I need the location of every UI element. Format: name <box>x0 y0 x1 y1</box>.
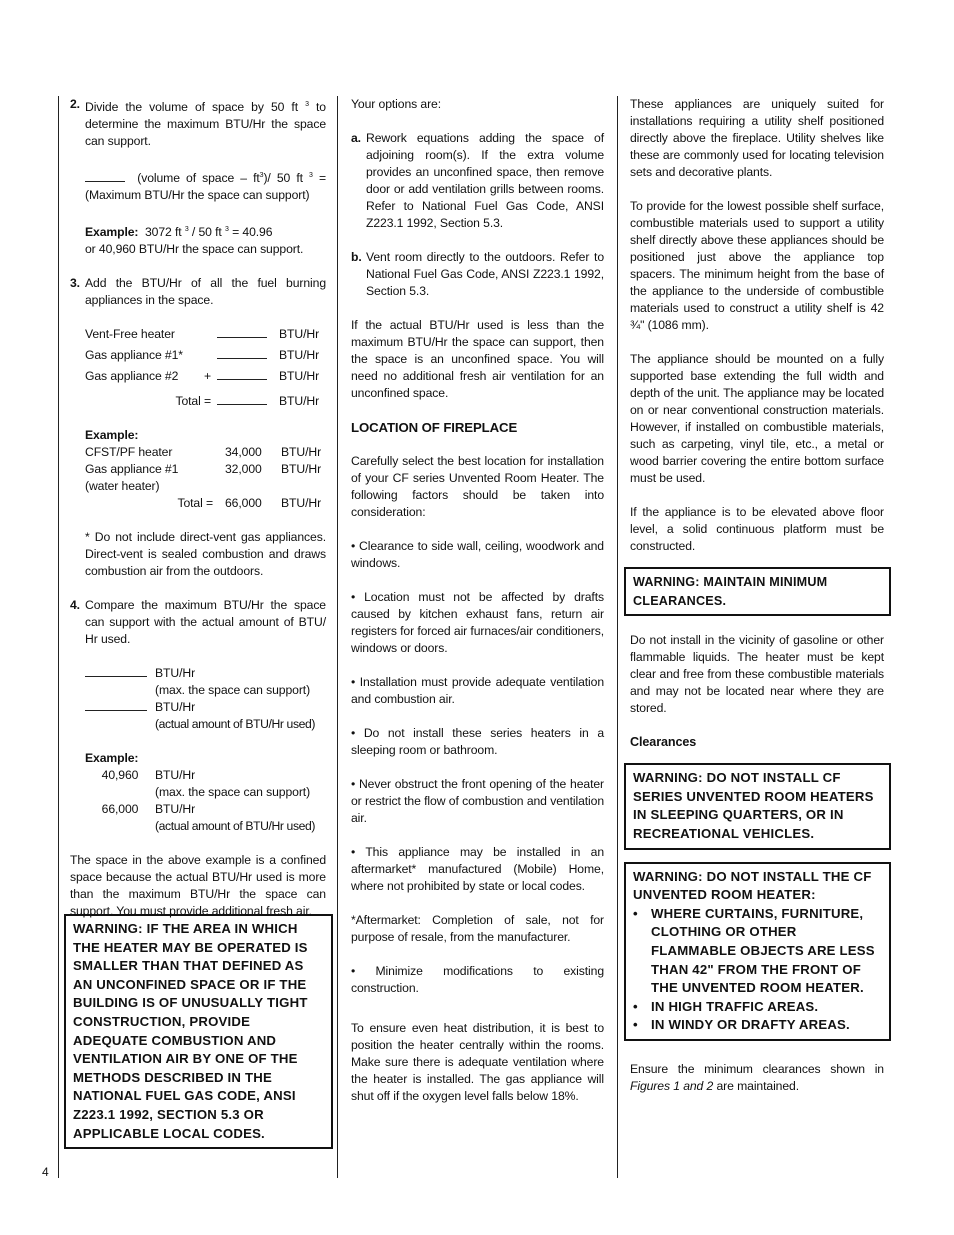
step-number: 4. <box>70 598 80 613</box>
table-row <box>85 801 315 818</box>
step-3 <box>70 275 326 309</box>
table-row <box>85 767 315 784</box>
clearances-heading: Clearances <box>630 735 697 750</box>
option-label: b. <box>351 250 362 264</box>
row-unit <box>281 478 321 495</box>
row-value: 40,960 <box>101 768 139 783</box>
row-value: 32,000 <box>225 462 262 477</box>
table-row <box>85 347 319 368</box>
heat-distribution-paragraph: To ensure even heat distribution, it is best to position the heater centrally within the rooms. Make sure there is adequate ventilation where the heater is installed. The gas appliance will shut off if the oxygen level falls below 18%. <box>351 1021 604 1103</box>
fill-in-blank <box>217 348 267 359</box>
column-2 <box>351 96 604 1122</box>
row-note: (max. the space can support) <box>155 785 311 800</box>
column-rule-middle <box>337 96 338 1178</box>
superscript: 3 <box>184 226 189 234</box>
superscript: 3 <box>225 226 229 234</box>
mounting-paragraph: The appliance should be mounted on a fully supported base extending the full width and depth of the unit. The appliance may be located on or near conventional construction materials. However, if installed on combustible materials, such as carpeting, vinyl tile, etc., a metal or wood barrier covering the entire bottom surface must be used. <box>630 352 884 485</box>
total-label: Total = <box>175 394 211 409</box>
aftermarket-footnote: *Aftermarket: Completion of sale, not for purpose of resale, from the manufacturer. <box>351 913 604 944</box>
warning-do-not-install <box>624 862 891 1041</box>
table-row <box>85 818 315 835</box>
column-rule-right <box>617 96 618 1178</box>
row-sign: + <box>203 369 211 384</box>
list-item <box>633 905 882 998</box>
flammable-liquids-paragraph: Do not install in the vicinity of gasoline or other flammable liquids. The heater must be kept clear and free from these combustible materials and may not be located near where they are stored. <box>630 633 884 716</box>
page-number: 4 <box>42 1165 49 1179</box>
row-unit: BTU/Hr <box>281 462 322 477</box>
option-text: Vent room directly to the outdoors. Refer to National Fuel Gas Code, ANSI Z223.1 1992, Section 5.3. <box>366 250 604 298</box>
location-heading: LOCATION OF FIREPLACE <box>351 420 518 435</box>
paragraph-text: are maintained. <box>713 1078 799 1093</box>
bullet-item: • Never obstruct the front opening of the heater or restrict the flow of combustion and ventilation air. <box>351 777 604 825</box>
step-number: 3. <box>70 276 80 291</box>
row-unit: BTU/Hr <box>279 369 320 384</box>
row-note: (actual amount of BTU/Hr used) <box>155 717 316 732</box>
total-value: 66,000 <box>225 496 262 511</box>
row-label: Gas appliance #2 <box>85 369 179 384</box>
row-sign <box>203 347 217 368</box>
warning-list <box>633 905 882 1035</box>
example-label: Example: <box>85 751 139 766</box>
row-label: CFST/PF heater <box>85 445 173 460</box>
formula-text: (volume of space – ft <box>137 171 260 186</box>
option-text: Rework equations adding the space of adjoining room(s). If the extra volume provides an unconfined space, then remove door or add ventilation grills between rooms. Refer to National Fuel Gas Code, ANSI Z223.1 1992, Section 5.3. <box>366 131 604 230</box>
superscript: 3 <box>309 172 313 180</box>
row-label: Gas appliance #1 <box>85 462 179 477</box>
formula-text: )/ 50 ft <box>263 171 303 186</box>
row-label: (water heater) <box>85 479 160 494</box>
row-unit: BTU/Hr <box>279 348 320 363</box>
option-label: a. <box>351 131 361 145</box>
example-step-2 <box>85 221 326 258</box>
table-row <box>85 665 315 682</box>
step-4 <box>70 597 326 648</box>
total-label: Total = <box>177 496 213 511</box>
bullet-icon: • <box>633 905 638 921</box>
example-label: Example: <box>85 428 139 443</box>
bullet-item: • Location must not be affected by drafts caused by kitchen exhaust fans, return air registers for forced air furnaces/air conditioners, windows or doors. <box>351 590 604 655</box>
option-b <box>351 249 604 300</box>
appliance-worksheet <box>85 326 326 410</box>
unconfined-note: If the actual BTU/Hr used is less than the maximum BTU/Hr the space can support, then the space is an unconfined space. You will need no additional fresh air ventilation for an unconfined space. <box>351 318 604 400</box>
paragraph-text: Ensure the minimum clearances shown in <box>630 1061 884 1076</box>
table-row <box>85 784 315 801</box>
list-item-text: WHERE CURTAINS, FURNITURE, CLOTHING OR OTHER FLAMMABLE OBJECTS ARE LESS THAN 42" FROM THE FRONT OF THE UNVENTED ROOM HEATER. <box>651 905 875 996</box>
column-1 <box>70 96 326 937</box>
row-unit: BTU/Hr <box>155 700 196 715</box>
row-unit: BTU/Hr <box>155 768 196 783</box>
comparison-table <box>85 665 315 733</box>
conclusion-paragraph: The space in the above example is a confined space because the actual BTU/Hr used is more than the maximum BTU/Hr the space can support. You must provide additional fresh air. <box>70 853 326 919</box>
row-value <box>225 478 281 495</box>
column-rule-left <box>58 96 59 1178</box>
utility-shelf-paragraph: These appliances are uniquely suited for installations requiring a utility shelf positioned directly above the fireplace. Utility shelves like these are commonly used for locating television sets and decorative plants. <box>630 97 884 179</box>
total-unit: BTU/Hr <box>281 496 322 511</box>
location-intro: Carefully select the best location for installation of your CF series Unvented Room Heater. The following factors should be taken into consideration: <box>351 454 604 519</box>
clearances-paragraph <box>630 1061 884 1095</box>
list-item <box>633 1016 882 1035</box>
table-row <box>85 444 321 461</box>
warning-title: WARNING: DO NOT INSTALL THE CF UNVENTED ROOM HEATER: <box>633 868 872 903</box>
row-note: (max. the space can support) <box>155 683 311 698</box>
row-label: Vent-Free heater <box>85 327 175 342</box>
footnote: * Do not include direct-vent gas appliances. Direct-vent is sealed combustion and draws combustion air from the outdoors. <box>85 530 326 579</box>
figure-reference: Figures 1 and 2 <box>630 1078 714 1093</box>
example-text: / 50 ft <box>188 225 222 240</box>
fill-in-blank <box>217 327 267 338</box>
bullet-item: • This appliance may be installed in an aftermarket* manufactured (Mobile) Home, where not prohibited by state or local codes. <box>351 845 604 893</box>
formula <box>85 167 326 204</box>
bullet-item: • Clearance to side wall, ceiling, woodwork and windows. <box>351 539 604 570</box>
total-row <box>85 393 319 410</box>
superscript: 3 <box>259 172 264 180</box>
fill-in-blank <box>217 394 267 405</box>
example-step-3 <box>85 427 326 512</box>
fill-in-blank <box>217 369 267 380</box>
total-unit: BTU/Hr <box>279 394 320 409</box>
table-row <box>85 368 319 393</box>
fill-in-blank <box>85 666 147 677</box>
total-row <box>85 495 321 512</box>
bullet-item: • Do not install these series heaters in a sleeping room or bathroom. <box>351 726 604 757</box>
list-item-text: IN WINDY OR DRAFTY AREAS. <box>651 1017 850 1033</box>
row-value: 66,000 <box>101 802 139 817</box>
row-unit: BTU/Hr <box>155 666 196 681</box>
fill-in-blank <box>85 700 147 711</box>
step-2 <box>70 96 326 150</box>
warning-clearances: WARNING: MAINTAIN MINIMUM CLEARANCES. <box>624 567 891 616</box>
bullet-icon: • <box>633 1017 638 1033</box>
example-text: or 40,960 BTU/Hr the space can support. <box>85 242 304 257</box>
worksheet-table <box>85 326 319 410</box>
table-row <box>85 716 315 733</box>
list-item <box>633 998 882 1017</box>
row-unit: BTU/Hr <box>281 445 322 460</box>
example-text: 3072 ft <box>144 225 182 240</box>
example-step-4 <box>85 750 326 835</box>
example-table <box>85 767 315 835</box>
row-note: (actual amount of BTU/Hr used) <box>155 819 316 834</box>
step-text: Compare the maximum BTU/Hr the space can support with the actual amount of BTU/ Hr used. <box>85 598 326 647</box>
bullet-item: • Installation must provide adequate ventilation and combustion air. <box>351 675 604 706</box>
table-row <box>85 478 321 495</box>
elevation-paragraph: If the appliance is to be elevated above floor level, a solid continuous platform must be constructed. <box>630 505 884 553</box>
fill-in-blank <box>85 171 125 182</box>
superscript: 3 <box>305 101 309 108</box>
column-3 <box>630 96 884 1112</box>
row-unit: BTU/Hr <box>155 802 196 817</box>
option-a <box>351 130 604 232</box>
step-text: to determine the maximum BTU/Hr the space can support. <box>85 100 326 149</box>
example-text: = 40.96 <box>228 225 273 240</box>
row-unit: BTU/Hr <box>279 327 320 342</box>
options-intro: Your options are: <box>351 97 441 111</box>
example-label: Example: <box>85 225 139 240</box>
bullet-item: • Minimize modifications to existing construction. <box>351 964 604 995</box>
table-row <box>85 326 319 347</box>
table-row <box>85 682 315 699</box>
warning-sleeping-quarters: WARNING: DO NOT INSTALL CF SERIES UNVENTED ROOM HEATERS IN SLEEPING QUARTERS, OR IN RECREATIONAL VEHICLES. <box>624 763 891 849</box>
step-text: Add the BTU/Hr of all the fuel burning appliances in the space. <box>85 276 326 308</box>
shelf-height-paragraph: To provide for the lowest possible shelf surface, combustible materials used to support a utility shelf directly above these appliances should be positioned just above the appliance top spacers. The minimum height from the base of the appliance to the underside of combustible materials used to construct a utility shelf is 42 ¾" (1086 mm). <box>630 199 884 332</box>
example-table <box>85 444 321 512</box>
step-number: 2. <box>70 97 80 111</box>
comparison-lines <box>85 665 326 733</box>
list-item-text: IN HIGH TRAFFIC AREAS. <box>651 998 819 1014</box>
row-value: 34,000 <box>225 445 262 460</box>
step-text: Divide the volume of space by 50 ft <box>85 100 298 115</box>
formula-text: = (Maximum BTU/Hr the space can support) <box>85 171 326 203</box>
row-sign <box>203 326 217 347</box>
table-row <box>85 461 321 478</box>
warning-unconfined-space: WARNING: IF THE AREA IN WHICH THE HEATER MAY BE OPERATED IS SMALLER THAN THAT DEFINED AS AN UNCONFINED SPACE OR IF THE BUILDING IS OF UNUSUALLY TIGHT CONSTRUCTION, PROVIDE ADEQUATE COMBUSTION AND VENTILATION AIR BY ONE OF THE METHODS DESCRIBED IN THE NATIONAL FUEL GAS CODE, ANSI Z223.1 1992, SECTION 5.3 OR APPLICABLE LOCAL CODES. <box>64 914 333 1149</box>
bullet-icon: • <box>633 998 638 1014</box>
row-label: Gas appliance #1* <box>85 348 183 363</box>
table-row <box>85 699 315 716</box>
